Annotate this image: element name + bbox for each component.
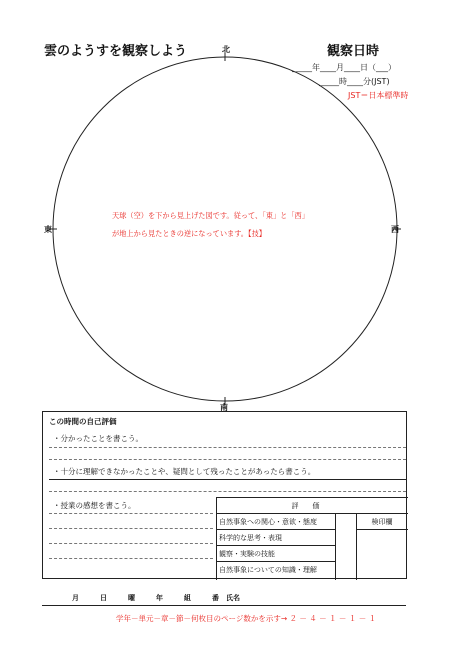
stamp-label: 検印欄	[371, 518, 393, 526]
observation-datetime-title: 観察日時	[327, 44, 380, 59]
self-evaluation-box	[42, 411, 407, 579]
grade-row	[217, 529, 335, 546]
answer-line[interactable]	[49, 558, 213, 559]
sky-note-line1: 天球（空）を下から見上げた図です。従って、「東」と「西」	[112, 211, 309, 220]
answer-line[interactable]	[49, 459, 406, 460]
grade-table	[216, 497, 408, 580]
grade-column-divider	[335, 513, 336, 580]
grade-row-label: 観察・実験の技能	[219, 550, 275, 558]
answer-line[interactable]	[49, 543, 213, 544]
jst-note: JST＝日本標準時	[348, 91, 409, 100]
direction-north: 北	[222, 45, 230, 54]
grade-row-label: 自然事象への関心・意欲・態度	[219, 518, 317, 526]
grade-row-label: 自然事象についての知識・理解	[219, 566, 317, 574]
grade-row	[217, 561, 335, 577]
grade-header-row	[217, 498, 408, 514]
stamp-cell	[356, 513, 408, 530]
grade-row	[217, 513, 335, 530]
answer-line[interactable]	[49, 447, 406, 448]
answer-line[interactable]	[49, 491, 406, 492]
self-evaluation-heading: この時間の自己評価	[49, 417, 117, 426]
observation-date-field[interactable]: _____年____月____日（___）	[292, 63, 396, 72]
answer-line[interactable]	[49, 528, 213, 529]
sky-note-line2: が地上から見たときの逆になっています。【技】	[112, 229, 266, 238]
questions-prompt: ・十分に理解できなかったことや、疑問として残ったことがあったら書こう。	[53, 467, 316, 476]
grade-row-label: 科学的な思考・表現	[219, 534, 282, 542]
direction-east: 東	[44, 225, 52, 234]
footer-divider	[42, 605, 406, 606]
direction-south: 南	[220, 403, 228, 412]
answer-line[interactable]	[49, 479, 406, 480]
direction-west: 西	[391, 225, 399, 234]
student-info-fields: 月 日 曜 年 組 番 氏名	[72, 594, 240, 602]
grade-header-label: 評価	[291, 502, 334, 510]
grade-row	[217, 545, 335, 562]
page-code-note: 学年－単元－章－節－何枚目のページ数かを示す→ ２ － ４ － １ － １ － １	[116, 614, 377, 623]
answer-line[interactable]	[49, 513, 213, 514]
understood-prompt: ・分かったことを書こう。	[53, 434, 143, 443]
impressions-prompt: ・授業の感想を書こう。	[53, 501, 136, 510]
page-title: 雲のようすを観察しよう	[44, 44, 188, 59]
observation-time-field[interactable]: _____時____分(JST)	[319, 77, 390, 86]
